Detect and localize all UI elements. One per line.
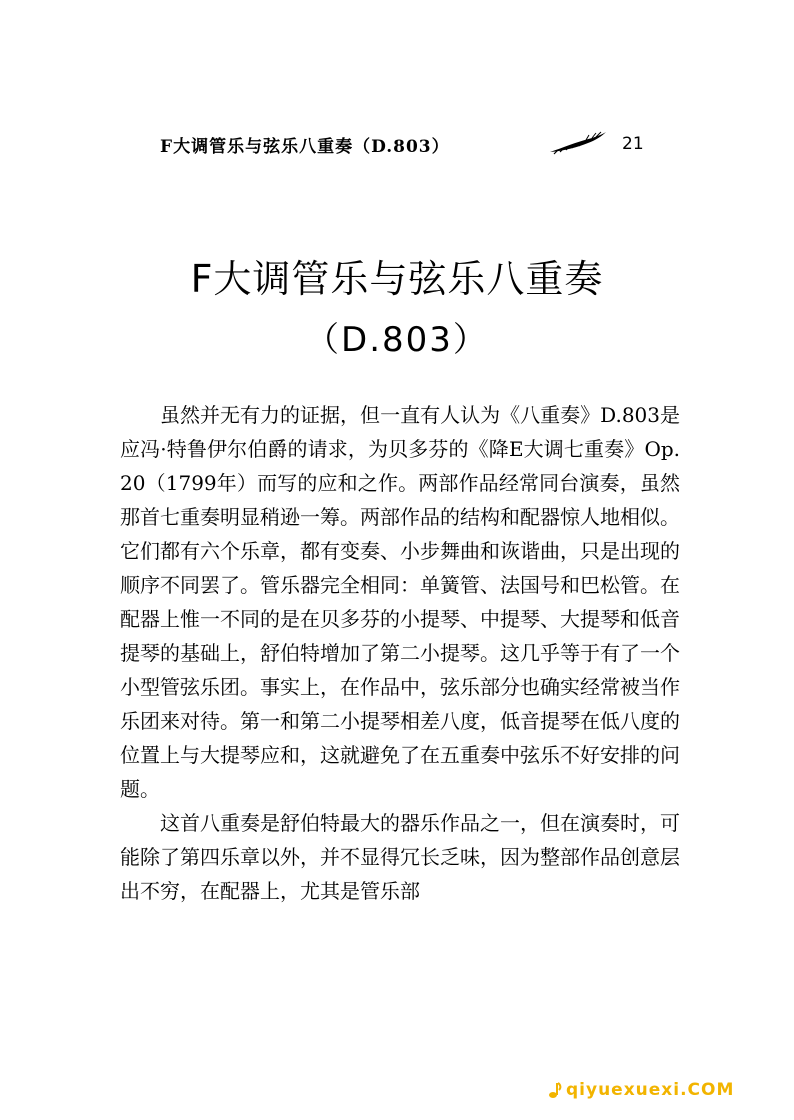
paragraph: 虽然并无有力的证据，但一直有人认为《八重奏》D.803是应冯·特鲁伊尔伯爵的请求，为贝多芬的《降E大调七重奏》Op.20（1799年）而写的应和之作。两部作品经常同台演奏，虽然那首七重奏明显稍逊一筹。两部作品的结构和配器惊人地相似。它们都有六个乐章，都有变奏、小步舞曲和诙谐曲，只是出现的顺序不同罢了。管乐器完全相同：单簧管、法国号和巴松管。在配器上惟一不同的是在贝多芬的小提琴、中提琴、大提琴和低音提琴的基础上，舒伯特增加了第二小提琴。这几乎等于有了一个小型管弦乐团。事实上，在作品中，弦乐部分也确实经常被当作乐团来对待。第一和第二小提琴相差八度，低音提琴在低八度的位置上与大提琴应和，这就避免了在五重奏中弦乐不好安排的问题。 [120,403,680,801]
watermark-text: qiyuexuexi.COM [566,1080,735,1100]
running-title: F大调管乐与弦乐八重奏（D.803） [160,137,450,157]
music-note-icon [548,1081,562,1099]
page-number: 21 [622,134,644,154]
quill-feather-icon [548,130,608,156]
body-text [120,398,680,908]
watermark [548,1080,788,1108]
chapter-title: F大调管乐与弦乐八重奏 [190,257,604,301]
chapter-catalog-number: （D.803） [305,320,489,360]
running-header [160,128,660,162]
paragraph: 这首八重奏是舒伯特最大的器乐作品之一，但在演奏时，可能除了第四乐章以外，并不显得冗长乏味，因为整部作品创意层出不穷，在配器上，尤其是管乐部 [120,811,680,903]
